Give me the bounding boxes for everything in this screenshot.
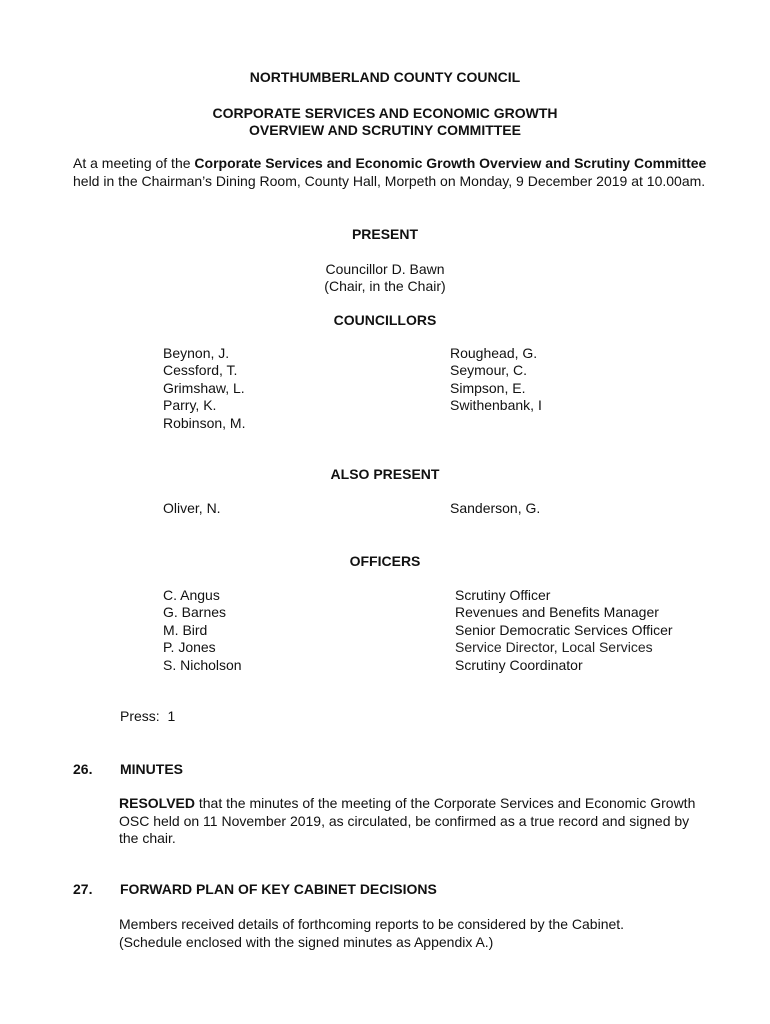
item-title: MINUTES xyxy=(120,761,183,777)
item-description-line: (Schedule enclosed with the signed minutes as Appendix A.) xyxy=(119,933,494,950)
officer-name: G. Barnes xyxy=(163,604,227,621)
councillor-name: Grimshaw, L. xyxy=(163,379,245,396)
officer-name: P. Jones xyxy=(163,639,216,656)
council-title: NORTHUMBERLAND COUNTY COUNCIL xyxy=(249,69,521,85)
item-resolution xyxy=(119,795,709,848)
councillor-name: Beynon, J. xyxy=(163,345,230,361)
also-present-right: Sanderson, G. xyxy=(450,500,541,516)
councillor-name: Roughead, G. xyxy=(450,345,538,361)
item-number: 26. xyxy=(73,761,93,777)
item-number: 27. xyxy=(73,881,93,897)
councillor-name: Swithenbank, I xyxy=(450,397,542,414)
meeting-intro xyxy=(73,155,713,190)
intro-prefix: At a meeting of the xyxy=(73,155,195,171)
councillor-name: Parry, K. xyxy=(163,397,217,414)
officer-role: Senior Democratic Services Officer xyxy=(455,621,673,638)
resolved-label: RESOLVED xyxy=(119,795,195,811)
officer-name: M. Bird xyxy=(163,621,208,638)
committee-title-line1: CORPORATE SERVICES AND ECONOMIC GROWTH xyxy=(212,105,558,121)
officer-name: C. Angus xyxy=(163,587,220,603)
chair-role: (Chair, in the Chair) xyxy=(324,278,446,294)
resolution-text: that the minutes of the meeting of the Corporate Services and Economic Growth OSC held on 11 November 2019, as circulated, be confirmed as a true record and signed by the chair. xyxy=(119,795,696,846)
officer-role: Scrutiny Officer xyxy=(455,587,551,603)
chair-name: Councillor D. Bawn xyxy=(325,261,445,277)
press-count: Press: 1 xyxy=(120,708,176,724)
councillor-name: Simpson, E. xyxy=(450,379,526,396)
item-description-line: Members received details of forthcoming reports to be considered by the Cabinet. xyxy=(119,916,625,932)
councillor-name: Robinson, M. xyxy=(163,414,246,431)
intro-committee-name: Corporate Services and Economic Growth Overview and Scrutiny Committee xyxy=(194,155,707,171)
councillor-name: Cessford, T. xyxy=(163,362,238,379)
councillors-heading: COUNCILLORS xyxy=(333,312,437,328)
officer-role: Service Director, Local Services xyxy=(455,639,653,656)
also-present-heading: ALSO PRESENT xyxy=(330,466,440,482)
councillors-left-column xyxy=(163,345,245,432)
councillor-name: Seymour, C. xyxy=(450,362,528,379)
officers-names-column xyxy=(163,587,242,674)
intro-suffix: held in the Chairman’s Dining Room, County Hall, Morpeth on Monday, 9 December 2019 at 10.00am. xyxy=(73,172,706,189)
officers-roles-column xyxy=(455,587,673,674)
officer-name: S. Nicholson xyxy=(163,656,242,673)
item-title: FORWARD PLAN OF KEY CABINET DECISIONS xyxy=(120,881,437,897)
officer-role: Revenues and Benefits Manager xyxy=(455,604,659,621)
committee-title-line2: OVERVIEW AND SCRUTINY COMMITTEE xyxy=(249,122,521,138)
also-present-left: Oliver, N. xyxy=(163,500,221,516)
item-description xyxy=(119,916,719,951)
officers-heading: OFFICERS xyxy=(349,553,421,569)
present-heading: PRESENT xyxy=(351,226,419,242)
councillors-right-column xyxy=(450,345,542,415)
officer-role: Scrutiny Coordinator xyxy=(455,656,583,673)
